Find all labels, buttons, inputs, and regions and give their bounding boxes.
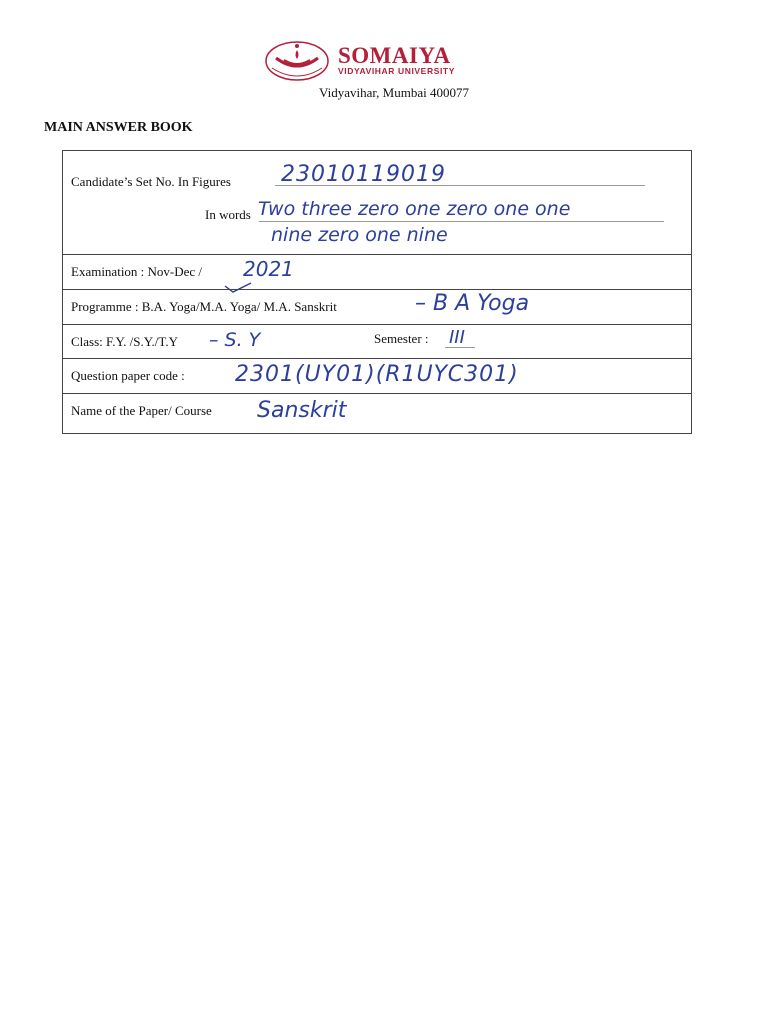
examination-label: Examination : Nov-Dec / — [71, 264, 203, 279]
set-number-row — [63, 151, 691, 255]
set-number-label: Candidate’s Set No. In Figures — [71, 174, 231, 189]
programme-value[interactable]: – B A Yoga — [415, 291, 530, 316]
set-number-words-line1[interactable]: Two three zero one zero one one — [258, 198, 571, 220]
header — [0, 0, 768, 110]
paper-name-label: Name of the Paper/ Course — [71, 403, 212, 418]
examination-year[interactable]: 2021 — [243, 257, 294, 281]
class-label: Class: F.Y. /S.Y./T.Y — [71, 334, 178, 349]
university-name: SOMAIYA — [338, 43, 451, 68]
set-number-words-line2[interactable]: nine zero one nine — [271, 224, 448, 246]
question-paper-code-row — [63, 359, 691, 394]
class-value[interactable]: – S. Y — [209, 329, 261, 351]
programme-label: Programme : B.A. Yoga/M.A. Yoga/ M.A. Sanskrit — [71, 299, 337, 314]
semester-value[interactable]: III — [449, 327, 465, 348]
in-words-label: In words — [205, 207, 251, 222]
question-paper-code-value[interactable]: 2301(UY01)(R1UYC301) — [235, 362, 519, 387]
question-paper-code-label: Question paper code : — [71, 368, 185, 383]
semester-label: Semester : — [374, 331, 429, 346]
paper-name-row — [63, 394, 691, 433]
figures-underline — [275, 185, 645, 186]
page-title: MAIN ANSWER BOOK — [44, 120, 193, 135]
check-mark-icon — [223, 282, 253, 294]
words-underline — [259, 221, 664, 222]
university-subtitle: VIDYAVIHAR UNIVERSITY — [338, 66, 455, 76]
candidate-details-form — [62, 150, 692, 434]
class-row — [63, 325, 691, 359]
university-address: Vidyavihar, Mumbai 400077 — [319, 85, 469, 100]
semester-underline — [445, 347, 475, 348]
set-number-figures[interactable]: 23010119019 — [281, 162, 446, 187]
examination-row — [63, 255, 691, 290]
paper-name-value[interactable]: Sanskrit — [257, 398, 347, 423]
programme-row — [63, 290, 691, 325]
